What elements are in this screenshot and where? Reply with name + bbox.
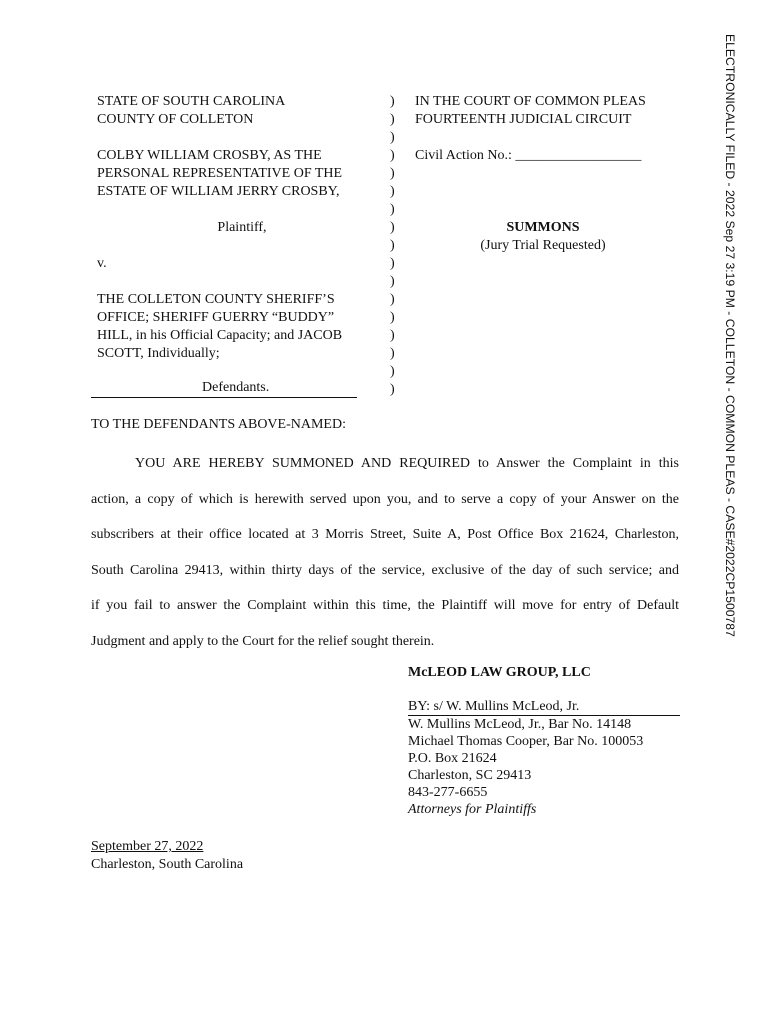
caption-county: COUNTY OF COLLETON (97, 112, 254, 127)
document-title: SUMMONS (506, 220, 580, 235)
caption-court (415, 93, 705, 165)
signature-line (408, 698, 680, 716)
filing-stamp: ELECTRONICALLY FILED - 2022 Sep 27 3:19 PM - COLLETON - COMMON PLEAS - CASE#2022CP1500787 (723, 34, 737, 637)
signing-place: Charleston, South Carolina (91, 857, 244, 872)
document-subtitle: (Jury Trial Requested) (480, 238, 606, 253)
plaintiff-line: COLBY WILLIAM CROSBY, AS THE (97, 148, 322, 163)
body-line: Judgment and apply to the Court for the relief sought therein. (91, 633, 435, 649)
defendant-line: THE COLLETON COUNTY SHERIFF’S (97, 292, 335, 307)
caption-parties (97, 93, 387, 363)
circuit-name: FOURTEENTH JUDICIAL CIRCUIT (415, 112, 632, 127)
address-line: P.O. Box 21624 (408, 751, 497, 766)
civil-action-number: Civil Action No.: __________________ (415, 148, 642, 163)
salutation: TO THE DEFENDANTS ABOVE-NAMED: (91, 417, 346, 432)
attorney-line: W. Mullins McLeod, Jr., Bar No. 14148 (408, 717, 632, 732)
body-line: if you fail to answer the Complaint within this time, the Plaintiff will move for entry of Default (91, 598, 679, 613)
defendant-line: HILL, in his Official Capacity; and JACOB (97, 328, 343, 343)
attorney-line: Michael Thomas Cooper, Bar No. 100053 (408, 734, 644, 749)
defendant-role-row (91, 379, 357, 398)
caption-divider: ) ) ) ) ) ) ) ) ) ) ) ) ) ) ) ) ) (390, 94, 395, 397)
plaintiff-line: PERSONAL REPRESENTATIVE OF THE (97, 166, 343, 181)
signature-by: BY: s/ W. Mullins McLeod, Jr. (408, 699, 580, 714)
signing-date: September 27, 2022 (91, 839, 204, 854)
attorney-role: Attorneys for Plaintiffs (408, 802, 537, 817)
body-line: action, a copy of which is herewith served upon you, and to serve a copy of your Answer on the (91, 491, 679, 507)
caption-state: STATE OF SOUTH CAROLINA (97, 94, 286, 109)
body-line: YOU ARE HEREBY SUMMONED AND REQUIRED to Answer the Complaint in this (135, 456, 679, 471)
versus: v. (97, 256, 107, 271)
signature-block (408, 664, 688, 818)
plaintiff-role: Plaintiff, (217, 220, 267, 235)
defendant-line: OFFICE; SHERIFF GUERRY “BUDDY” (97, 310, 335, 325)
defendant-line: SCOTT, Individually; (97, 346, 220, 361)
date-block (91, 838, 243, 874)
defendant-role: Defendants. (202, 380, 270, 395)
summons-body (91, 446, 679, 659)
plaintiff-line: ESTATE OF WILLIAM JERRY CROSBY, (97, 184, 340, 199)
body-line: South Carolina 29413, within thirty days of the service, exclusive of the day of such service; and (91, 562, 679, 578)
firm-name: McLEOD LAW GROUP, LLC (408, 665, 591, 680)
body-line: subscribers at their office located at 3 Morris Street, Suite A, Post Office Box 21624, Charleston, (91, 527, 679, 542)
phone-line: 843-277-6655 (408, 785, 488, 800)
address-line: Charleston, SC 29413 (408, 768, 532, 783)
court-name: IN THE COURT OF COMMON PLEAS (415, 94, 646, 109)
